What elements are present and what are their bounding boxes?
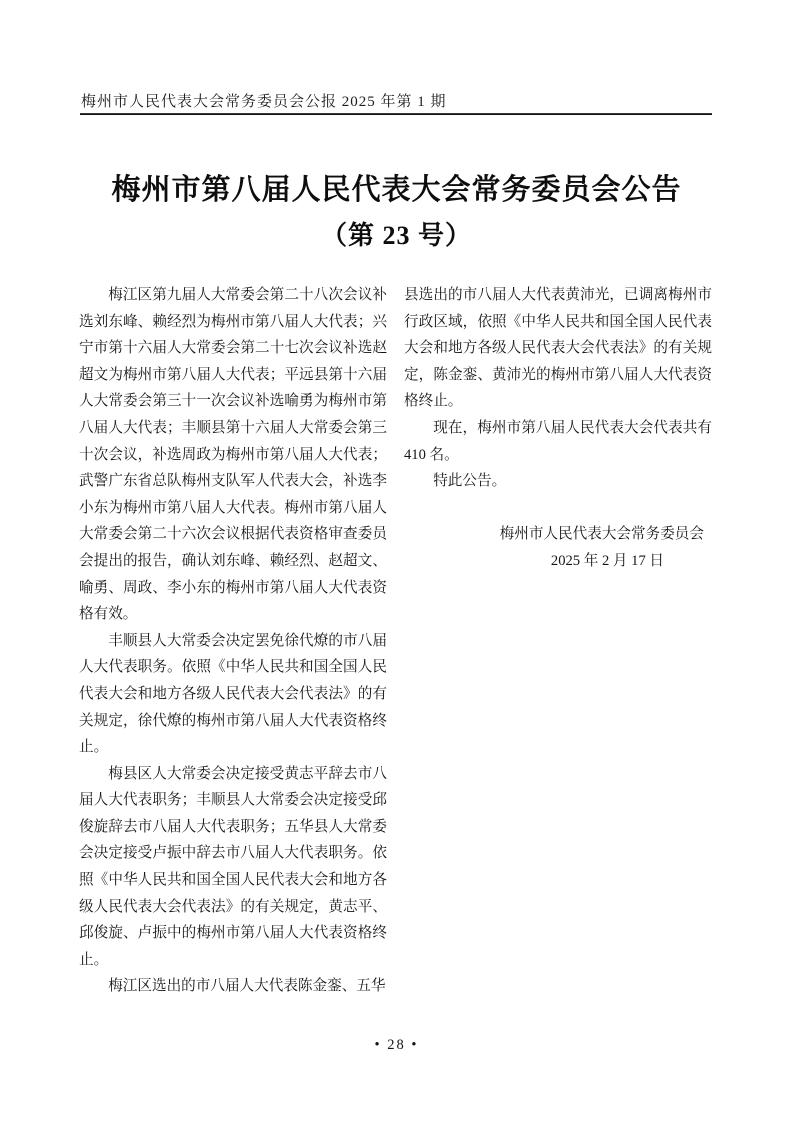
running-head: 梅州市人民代表大会常务委员会公报 2025 年第 1 期 (81, 94, 447, 110)
paragraph-closing: 特此公告。 (433, 473, 507, 490)
paragraph-total-count: 现在，梅州市第八届人民代表大会代表共有 410 名。 (404, 419, 712, 463)
paragraph-appointments: 梅江区第九届人大常委会第二十八次会议补选刘东峰、赖经烈为梅州市第八届人大代表；兴宁市第十六届人大常委会第二十七次会议补选赵超文为梅州市第八届人大代表；平远县第十六届人大常委会第三十一次会议补选喻勇为梅州市第八届人大代表；丰顺县第十六届人大常委会第三十次会议，补选周政为梅州市第八届人大代表；武警广东省总队梅州支队军人代表大会，补选李小东为梅州市第八届人大代表。梅州市第八届人大常委会第二十六次会议根据代表资格审查委员会提出的报告，确认刘东峰、赖经烈、赵超文、喻勇、周政、李小东的梅州市第八届人大代表资格有效。 (79, 287, 387, 623)
notice-number: （第 23 号） (320, 221, 472, 250)
header-rule (80, 113, 712, 115)
paragraph-transfer-start: 梅江区选出的市八届人大代表陈金銮、五华 (108, 978, 386, 995)
page-number: • 28 • (374, 1037, 419, 1053)
right-column (404, 282, 712, 1000)
issue-date: 2025 年 2 月 17 日 (550, 552, 664, 569)
paragraph-resignations: 梅县区人大常委会决定接受黄志平辞去市八届人大代表职务；丰顺县人大常委会决定接受邱俊旋辞去市八届人大代表职务；五华县人大常委会决定接受卢振中辞去市八届人大代表职务。依照《中华人民共和国全国人民代表大会和地方各级人民代表大会代表法》的有关规定，黄志平、邱俊旋、卢振中的梅州市第八届人大代表资格终止。 (79, 765, 387, 968)
issuer-signature: 梅州市人民代表大会常务委员会 (499, 526, 704, 543)
notice-title: 梅州市第八届人民代表大会常务委员会公告 (111, 174, 682, 206)
paragraph-recall: 丰顺县人大常委会决定罢免徐代燎的市八届人大代表职务。依照《中华人民共和国全国人民代表大会和地方各级人民代表大会代表法》的有关规定，徐代燎的梅州市第八届人大代表资格终止。 (79, 632, 387, 756)
body-columns (79, 282, 713, 1000)
paragraph-transfer-continued: 县选出的市八届人大代表黄沛光，已调离梅州市行政区域，依照《中华人民共和国全国人民代表大会和地方各级人民代表大会代表法》的有关规定，陈金銮、黄沛光的梅州市第八届人大代表资格终止。 (404, 287, 712, 410)
left-column (79, 282, 387, 1000)
